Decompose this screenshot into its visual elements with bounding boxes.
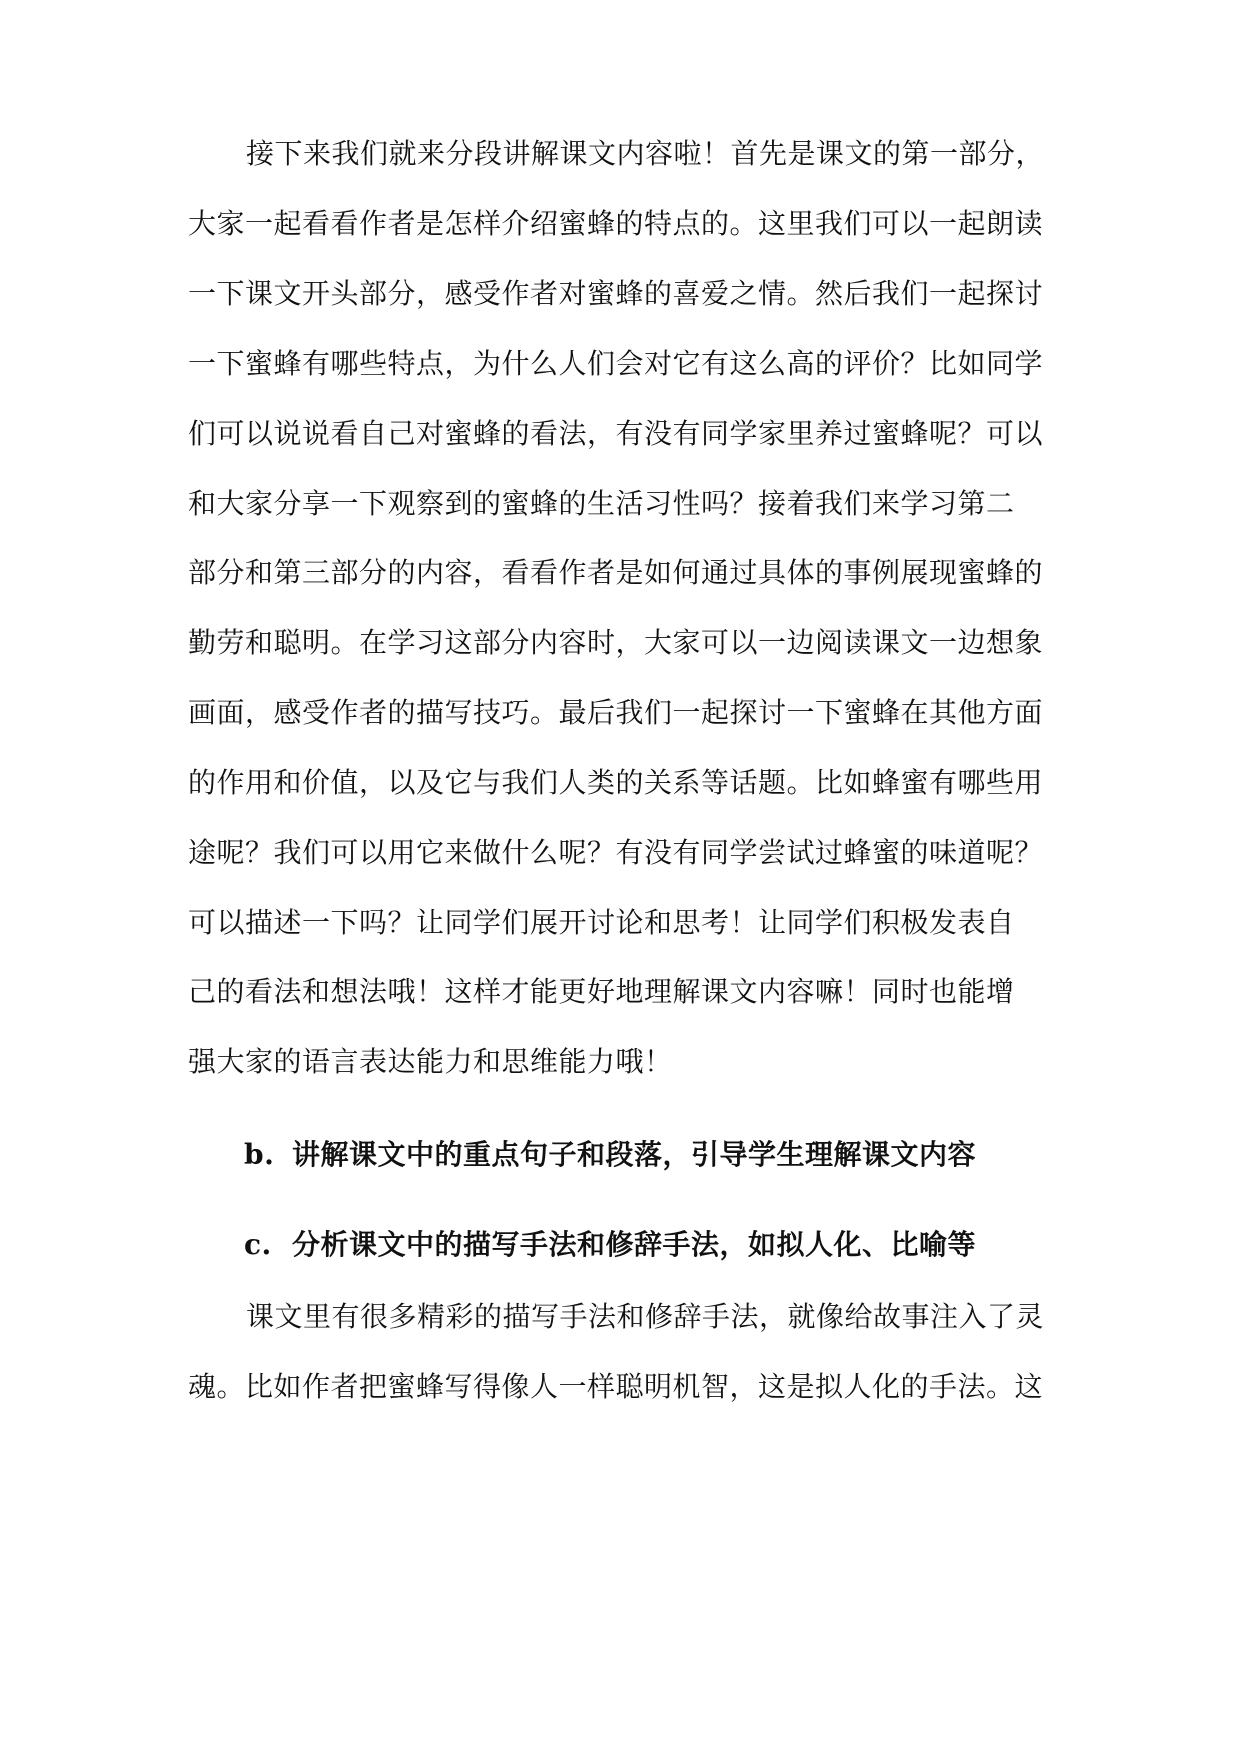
paragraph-line: 接下来我们就来分段讲解课文内容啦！首先是课文的第一部分， xyxy=(246,137,1045,170)
paragraph-line: 的作用和价值，以及它与我们人类的关系等话题。比如蜂蜜有哪些用 xyxy=(188,766,1044,799)
paragraph-line: 强大家的语言表达能力和思维能力哦！ xyxy=(188,1045,673,1078)
heading-text: 分析课文中的描写手法和修辞手法，如拟人化、比喻等 xyxy=(292,1228,977,1261)
paragraph-line: 大家一起看看作者是怎样介绍蜜蜂的特点的。这里我们可以一起朗读 xyxy=(188,207,1044,240)
paragraph-line: 一下课文开头部分，感受作者对蜜蜂的喜爱之情。然后我们一起探讨 xyxy=(188,277,1044,310)
heading-marker: c. xyxy=(244,1228,272,1261)
paragraph-line: 可以描述一下吗？让同学们展开讨论和思考！让同学们积极发表自 xyxy=(188,906,1015,939)
paragraph-line: 勤劳和聪明。在学习这部分内容时，大家可以一边阅读课文一边想象 xyxy=(188,626,1044,659)
section-heading-b xyxy=(244,1135,1044,1175)
heading-marker: b. xyxy=(244,1138,275,1171)
paragraph-line: 和大家分享一下观察到的蜜蜂的生活习性吗？接着我们来学习第二 xyxy=(188,487,1015,520)
paragraph-line: 己的看法和想法哦！这样才能更好地理解课文内容嘛！同时也能增 xyxy=(188,975,1015,1008)
paragraph-line: 们可以说说看自己对蜜蜂的看法，有没有同学家里养过蜜蜂呢？可以 xyxy=(188,417,1044,450)
paragraph-line: 画面，感受作者的描写技巧。最后我们一起探讨一下蜜蜂在其他方面 xyxy=(188,696,1044,729)
paragraph-line: 一下蜜蜂有哪些特点，为什么人们会对它有这么高的评价？比如同学 xyxy=(188,347,1044,380)
heading-text: 讲解课文中的重点句子和段落，引导学生理解课文内容 xyxy=(292,1138,977,1171)
paragraph-line: 魂。比如作者把蜜蜂写得像人一样聪明机智，这是拟人化的手法。这 xyxy=(188,1370,1044,1403)
paragraph-line: 途呢？我们可以用它来做什么呢？有没有同学尝试过蜂蜜的味道呢？ xyxy=(188,836,1044,869)
section-heading-c xyxy=(244,1225,1044,1265)
paragraph-line: 部分和第三部分的内容，看看作者是如何通过具体的事例展现蜜蜂的 xyxy=(188,556,1044,589)
paragraph-line: 课文里有很多精彩的描写手法和修辞手法，就像给故事注入了灵 xyxy=(246,1300,1045,1333)
